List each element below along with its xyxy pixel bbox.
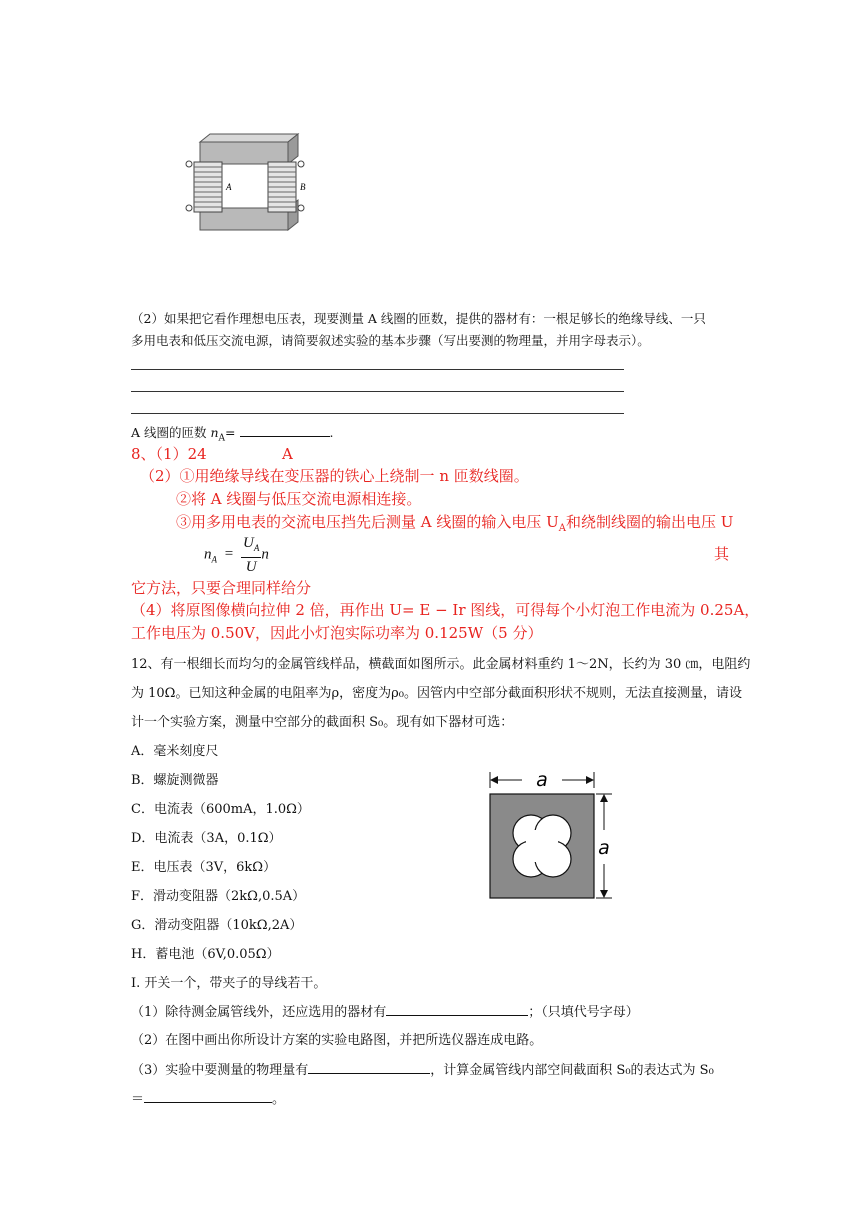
cross-section-figure xyxy=(482,770,622,902)
na-eq: = xyxy=(225,425,240,440)
ans8-other-right: 其 xyxy=(714,545,730,563)
q12-option-h: H．蓄电池（6V,0.05Ω） xyxy=(131,947,280,962)
dim-top-label: a xyxy=(536,770,548,791)
q12-sub-3-eq: ＝ xyxy=(131,1092,145,1107)
q12-option-f: F．滑动变阻器（2kΩ,0.5A） xyxy=(131,889,306,904)
ans8-step-2-text: ③用多用电表的交流电压挡先后测量 A 线圈的输入电压 U xyxy=(176,513,559,531)
dim-right-label: a xyxy=(598,837,610,859)
q12-sub-3-tail: ，计算金属管线内部空间截面积 S₀的表达式为 S₀ xyxy=(430,1063,714,1078)
formula-lhs-sub: A xyxy=(211,554,217,565)
formula-fraction xyxy=(241,534,261,576)
ans8-part4-line-1: （4）将原图像横向拉伸 2 倍，再作出 U= E − Ir 图线，可得每个小灯泡工作电流为 0.25A， xyxy=(131,601,760,619)
q12-sub-3-line-2 xyxy=(131,1090,285,1109)
q12-sub-1 xyxy=(131,1003,639,1022)
coil-b-label: B xyxy=(300,182,306,192)
na-prefix: A 线圈的匝数 xyxy=(131,425,211,440)
q2-line-2: 多用电表和低压交流电源，请简要叙述实验的基本步骤（写出要测的物理量，并用字母表示）。 xyxy=(131,333,650,348)
answer-rule-2 xyxy=(131,391,624,392)
answer-rule-3 xyxy=(131,413,624,414)
formula-num-sub: A xyxy=(253,543,260,553)
answer-rule-1 xyxy=(131,369,624,370)
ans8-step-1: ②将 A 线圈与低压交流电源相连接。 xyxy=(176,490,422,508)
q12-sub-1-text: （1）除待测金属管线外，还应选用的器材有 xyxy=(131,1005,387,1020)
ans8-formula: $n_A$ = $\frac{U_A}{U}$ n xyxy=(204,535,269,575)
ans8-step-2-tail: 和绕制线圈的输出电压 U xyxy=(566,513,734,531)
q12-sub-1-blank[interactable] xyxy=(386,1003,528,1016)
formula-den: U xyxy=(245,559,257,575)
ans8-other-line: 它方法，只要合理同样给分 xyxy=(131,579,312,597)
na-sub: A xyxy=(218,433,226,444)
q12-line-3: 计一个实验方案，测量中空部分的截面积 S₀。现有如下器材可选： xyxy=(131,715,514,730)
q12-sub-3-text: （3）实验中要测量的物理量有 xyxy=(131,1063,309,1078)
q12-option-d: D．电流表（3A，0.1Ω） xyxy=(131,831,282,846)
q12-option-a: A．毫米刻度尺 xyxy=(131,744,219,759)
q12-line-2: 为 10Ω。已知这种金属的电阻率为ρ，密度为ρ₀。因管内中空部分截面积形状不规则，无法直接测量，请设 xyxy=(131,686,742,701)
formula-num: U xyxy=(242,535,254,551)
ans8-step-0: （2）①用绝缘导线在变压器的铁心上绕制一 n 匝数线圈。 xyxy=(140,467,529,485)
q2-line-1: （2）如果把它看作理想电压表，现要测量 A 线圈的匝数，提供的器材有：一根足够长的绝缘导线、一只 xyxy=(131,311,706,326)
q12-sub-3-blank-2[interactable] xyxy=(144,1090,272,1103)
ans8-head: 8、（1）24 xyxy=(131,445,207,463)
na-blank[interactable] xyxy=(240,424,330,437)
q12-option-b: B．螺旋测微器 xyxy=(131,773,219,788)
coil-a-label: A xyxy=(226,182,232,192)
ans8-head-a: A xyxy=(282,445,293,463)
q12-option-i: I. 开关一个，带夹子的导线若干。 xyxy=(131,976,327,991)
q12-sub-3-blank-1[interactable] xyxy=(308,1061,430,1074)
formula-rhs: n xyxy=(261,546,269,563)
na-var: n xyxy=(210,425,219,440)
q12-sub-1-tail: ；（只填代号字母） xyxy=(528,1005,639,1020)
q12-sub-3 xyxy=(131,1061,714,1080)
formula-lhs: n xyxy=(204,546,212,563)
transformer-figure xyxy=(180,130,310,235)
ans8-part4-line-2: 工作电压为 0.50V，因此小灯泡实际功率为 0.125W（5 分） xyxy=(131,624,543,642)
q12-option-c: C．电流表（600mA，1.0Ω） xyxy=(131,802,310,817)
q12-line-1: 12、有一根细长而均匀的金属管线样品，横截面如图所示。此金属材料重约 1～2N，长约为 30 ㎝，电阻约 xyxy=(131,657,751,672)
q12-option-e: E．电压表（3V，6kΩ） xyxy=(131,860,277,875)
na-end: . xyxy=(329,425,334,440)
q12-sub-2: （2）在图中画出你所设计方案的实验电路图，并把所选仪器连成电路。 xyxy=(131,1033,543,1048)
ans8-step-2-sub: A xyxy=(558,523,567,534)
q12-sub-3-end: 。 xyxy=(272,1092,286,1107)
q12-option-g: G．滑动变阻器（10kΩ,2A） xyxy=(131,918,303,933)
